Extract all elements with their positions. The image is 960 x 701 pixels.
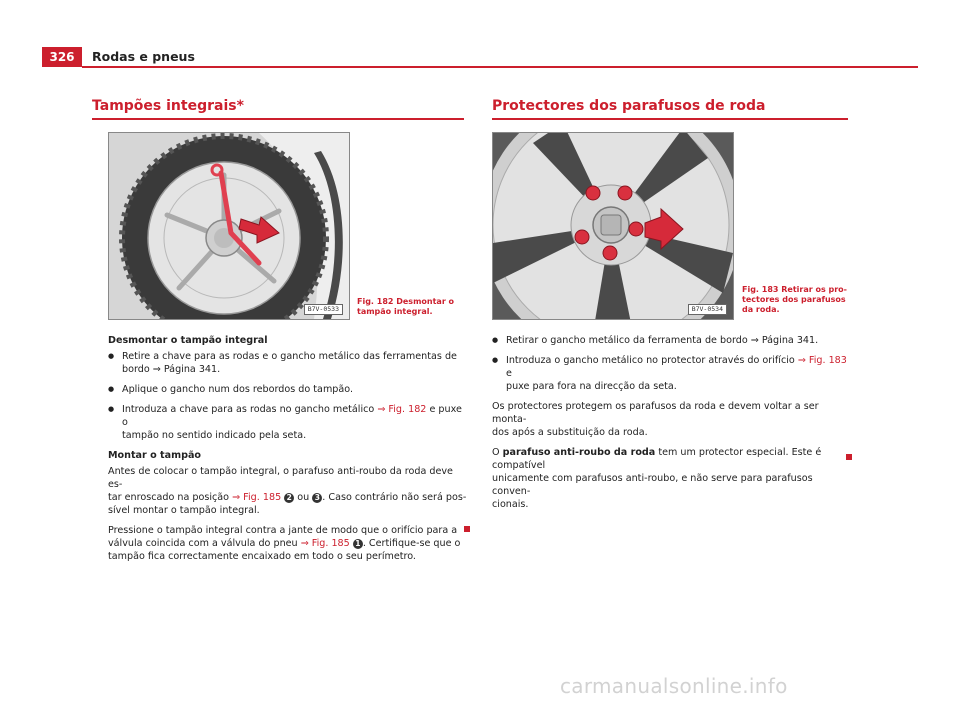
paragraph-install-2: Pressione o tampão integral contra a jante de modo que o orifício para a válvula coincida com a válvula do pneu ⇒ Fig. 185 1 . Certifique-se que o tampão fica correctamente encaixado em todo o seu perímetro. <box>108 525 461 562</box>
figure-code: B7V-0533 <box>304 304 343 315</box>
step-cover-1: ● Retirar o gancho metálico da ferramenta de bordo ⇒ Página 341. <box>492 334 852 347</box>
section-rule-right <box>492 118 848 120</box>
section-title-right: Protectores dos parafusos de roda <box>492 98 766 114</box>
paragraph-covers-1: Os protectores protegem os parafusos da roda e devem voltar a ser monta- dos após a substituição da roda. <box>492 401 819 438</box>
figure-bolt-cover-removal <box>492 132 734 320</box>
watermark: carmanualsonline.info <box>560 674 788 698</box>
callout-number: 3 <box>312 493 322 503</box>
hubcap-illustration <box>109 133 349 319</box>
page-number: 326 <box>42 47 82 67</box>
figure-caption-183: Fig. 183 Retirar os pro- tectores dos parafusos da roda. <box>742 285 847 314</box>
header-rule <box>82 66 918 68</box>
section-end-marker <box>464 526 470 532</box>
step-remove-1: ● Retire a chave para as rodas e o gancho metálico das ferramentas de bordo ⇒ Página 341. <box>108 350 468 376</box>
fig-ref-link[interactable]: ⇒ Fig. 185 <box>232 492 282 503</box>
figure-hubcap-removal <box>108 132 350 320</box>
section-rule-left <box>92 118 464 120</box>
step-remove-2: ● Aplique o gancho num dos rebordos do tampão. <box>108 383 468 396</box>
step-remove-3: ● Introduza a chave para as rodas no gancho metálico ⇒ Fig. 182 e puxe o tampão no sentido indicado pela seta. <box>108 403 468 442</box>
callout-number: 2 <box>284 493 294 503</box>
fig-ref-link[interactable]: ⇒ Fig. 183 <box>797 355 847 366</box>
running-title: Rodas e pneus <box>92 49 195 64</box>
fig-ref-link[interactable]: ⇒ Fig. 185 <box>300 538 350 549</box>
subheading-install: Montar o tampão <box>108 450 202 461</box>
subheading-remove: Desmontar o tampão integral <box>108 335 268 346</box>
callout-number: 1 <box>353 539 363 549</box>
figure-caption-182: Fig. 182 Desmontar o tampão integral. <box>357 297 455 316</box>
right-body <box>492 334 852 518</box>
wheel-bolt-illustration <box>493 133 733 319</box>
figure-code: B7V-0534 <box>688 304 727 315</box>
step-cover-2: ● Introduza o gancho metálico no protector através do orifício ⇒ Fig. 183 e puxe para fora na direcção da seta. <box>492 354 852 393</box>
paragraph-covers-2: O parafuso anti-roubo da roda tem um protector especial. Este é compatível unicamente com parafusos anti-roubo, e não serve para parafusos conven- cionais. <box>492 447 822 510</box>
section-end-marker <box>846 454 852 460</box>
fig-ref-link[interactable]: ⇒ Fig. 182 <box>377 404 427 415</box>
left-body <box>108 334 468 570</box>
section-title-left: Tampões integrais* <box>92 98 244 114</box>
paragraph-install-1: Antes de colocar o tampão integral, o parafuso anti-roubo da roda deve es- tar enroscado na posição ⇒ Fig. 185 2 ou 3 . Caso contrário não será pos- sível montar o tampão integral. <box>108 466 467 516</box>
